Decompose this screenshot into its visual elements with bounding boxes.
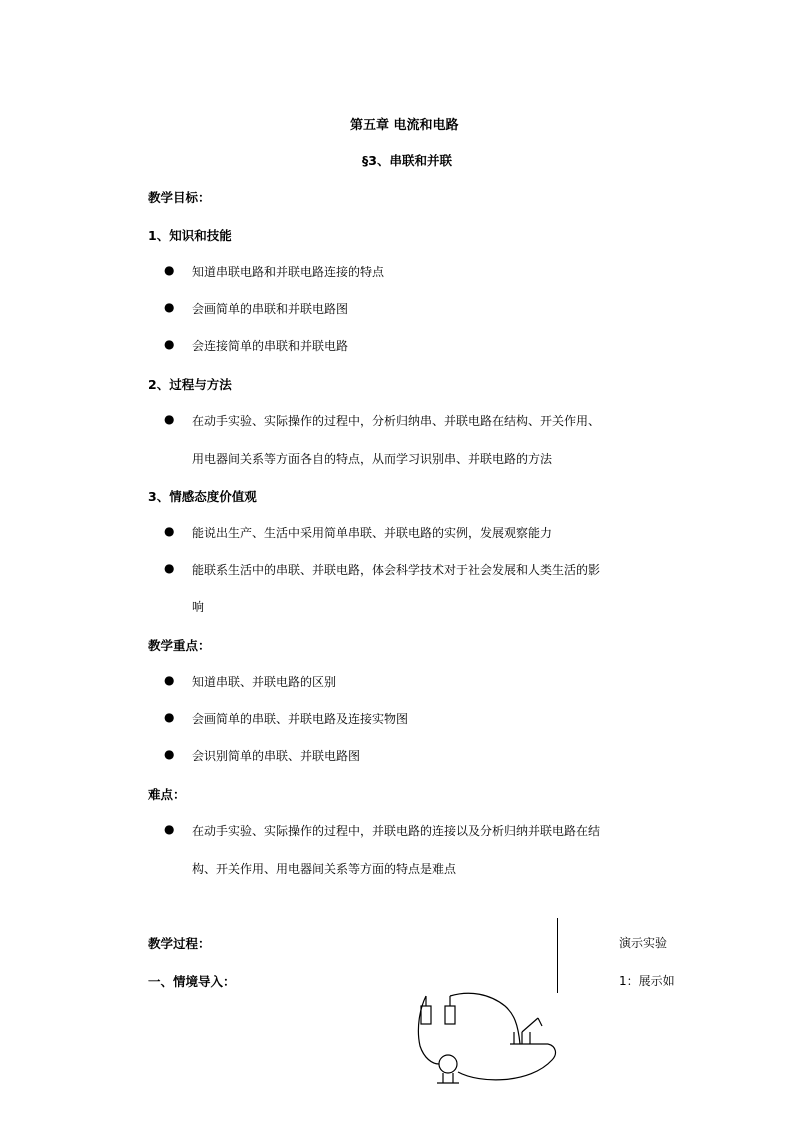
intro-heading: 一、情境导入： — [148, 974, 236, 989]
bullet-icon: ● — [164, 412, 175, 426]
key-point-2: 会画简单的串联、并联电路及连接实物图 — [192, 712, 409, 726]
bullet-icon: ● — [164, 673, 175, 687]
attitude-bullet-2-line-2: 响 — [192, 600, 205, 614]
difficulties-heading: 难点： — [148, 787, 186, 802]
bullet-icon: ● — [164, 300, 175, 314]
chapter-title: 第五章 电流和电路 — [350, 118, 459, 133]
knowledge-bullet-2: 会画简单的串联和并联电路图 — [192, 302, 349, 316]
knowledge-bullet-3: 会连接简单的串联和并联电路 — [192, 339, 349, 353]
bullet-icon: ● — [164, 263, 175, 277]
process-method-line-2: 用电器间关系等方面各自的特点，从而学习识别串、并联电路的方法 — [192, 452, 553, 466]
difficulty-line-2: 构、开关作用、用电器间关系等方面的特点是难点 — [192, 862, 457, 876]
battery-icon — [421, 1006, 431, 1024]
knowledge-bullet-1: 知道串联电路和并联电路连接的特点 — [192, 265, 385, 279]
bullet-icon: ● — [164, 710, 175, 724]
wire — [458, 1044, 555, 1080]
process-method-heading: 2、过程与方法 — [148, 377, 232, 392]
attitude-bullet-1: 能说出生产、生活中采用简单串联、并联电路的实例，发展观察能力 — [192, 526, 553, 540]
bullet-icon: ● — [164, 524, 175, 538]
objectives-heading: 教学目标： — [148, 190, 211, 205]
key-point-3: 会识别简单的串联、并联电路图 — [192, 749, 361, 763]
bullet-icon: ● — [164, 337, 175, 351]
side-note-line-2: 1：展示如 — [619, 974, 675, 988]
bulb-icon — [437, 1055, 459, 1083]
knowledge-heading: 1、知识和技能 — [148, 228, 232, 243]
side-note-line-1: 演示实验 — [619, 936, 668, 950]
bullet-icon: ● — [164, 561, 175, 575]
circuit-diagram — [410, 988, 560, 1088]
section-title: §3、串联和并联 — [362, 153, 452, 168]
column-divider — [557, 918, 558, 993]
teaching-process-heading: 教学过程： — [148, 936, 211, 951]
attitude-bullet-2-line-1: 能联系生活中的串联、并联电路，体会科学技术对于社会发展和人类生活的影 — [192, 563, 601, 577]
difficulty-line-1: 在动手实验、实际操作的过程中，并联电路的连接以及分析归纳并联电路在结 — [192, 824, 601, 838]
key-points-heading: 教学重点： — [148, 638, 211, 653]
bullet-icon: ● — [164, 822, 175, 836]
process-method-line-1: 在动手实验、实际操作的过程中，分析归纳串、并联电路在结构、开关作用、 — [192, 414, 601, 428]
battery-icon — [445, 1006, 455, 1024]
bullet-icon: ● — [164, 747, 175, 761]
key-point-1: 知道串联、并联电路的区别 — [192, 675, 337, 689]
wire — [450, 993, 520, 1044]
attitude-heading: 3、情感态度价值观 — [148, 489, 257, 504]
